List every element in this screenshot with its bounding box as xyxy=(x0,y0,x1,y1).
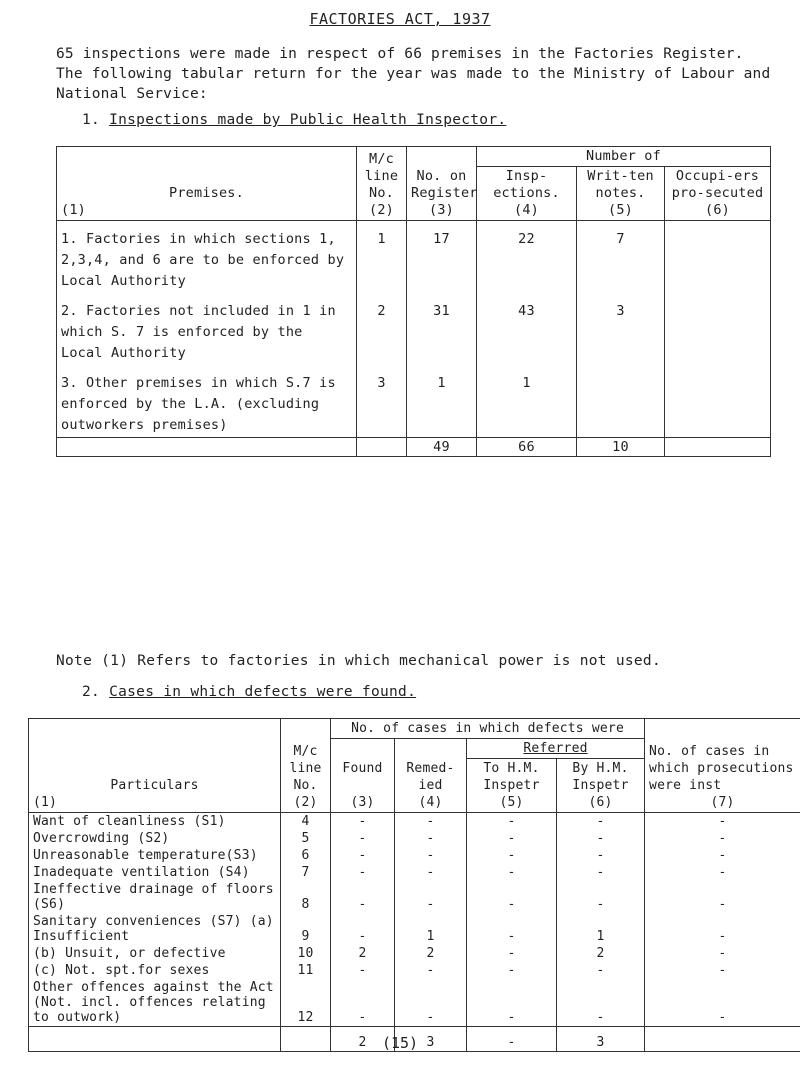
col-inspections: Insp-ections. (4) xyxy=(477,167,577,221)
defects-group: No. of cases in which defects were xyxy=(331,719,645,739)
col-on-register: No. on Register (3) xyxy=(407,147,477,221)
page-number: (15) xyxy=(381,1034,419,1052)
table-row: (b) Unsuit, or defective 10 2 2 - 2 - xyxy=(29,945,800,962)
col-found: Found (3) xyxy=(331,739,395,813)
table-row: Sanitary conveniences (S7) (a) Insufficient 9 - 1 - 1 - xyxy=(29,913,800,945)
col-by-hm-inspector: By H.M. Inspetr (6) xyxy=(557,759,645,813)
section-number: 2. xyxy=(82,684,101,700)
totals-row: 49 66 10 xyxy=(57,438,771,457)
table-row: 1. Factories in which sections 1, 2,3,4, and 6 are to be enforced by Local Authority 1 17 22 7 xyxy=(57,221,771,294)
section-title: Cases in which defects were found. xyxy=(109,684,417,700)
col-mc-line: M/c line No. (2) xyxy=(357,147,407,221)
section-2-heading xyxy=(82,684,416,700)
col-premises: Premises. (1) xyxy=(57,147,357,221)
col-occupiers-prosecuted: Occupi-ers pro-secuted (6) xyxy=(665,167,771,221)
col-remedied: Remed-ied (4) xyxy=(395,739,467,813)
col-to-hm-inspector: To H.M. Inspetr (5) xyxy=(467,759,557,813)
defects-table xyxy=(28,718,800,1052)
table-row: Want of cleanliness (S1) 4 - - - - - xyxy=(29,813,800,831)
referred-group: Referred xyxy=(467,739,645,759)
col-written-notes: Writ-ten notes. (5) xyxy=(577,167,665,221)
col-mc-line: M/c line No. (2) xyxy=(281,719,331,813)
table-row: Unreasonable temperature(S3) 6 - - - - - xyxy=(29,847,800,864)
col-particulars: Particulars (1) xyxy=(29,719,281,813)
page-header: FACTORIES ACT, 1937 xyxy=(309,10,491,28)
note-text: Note (1) Refers to factories in which mechanical power is not used. xyxy=(56,653,661,669)
number-of-group: Number of xyxy=(477,147,771,167)
totals-row: 2 3 - 3 xyxy=(29,1027,800,1052)
intro-paragraph: 65 inspections were made in respect of 66 premises in the Factories Register. The following tabular return for the year was made to the Ministry of Labour and National Service: xyxy=(56,46,771,102)
table-row: Other offences against the Act (Not. incl. offences relating to outwork) 12 - - - - - xyxy=(29,979,800,1027)
table-row: (c) Not. spt.for sexes 11 - - - - - xyxy=(29,962,800,979)
section-title: Inspections made by Public Health Inspector. xyxy=(109,112,507,128)
table-row: Ineffective drainage of floors (S6) 8 - - - - - xyxy=(29,881,800,913)
inspections-table xyxy=(56,146,771,457)
table-row: Overcrowding (S2) 5 - - - - - xyxy=(29,830,800,847)
table-row: 3. Other premises in which S.7 is enforced by the L.A. (excluding outworkers premises) 3 1 1 xyxy=(57,365,771,438)
table-row: Inadequate ventilation (S4) 7 - - - - - xyxy=(29,864,800,881)
table-row: 2. Factories not included in 1 in which S. 7 is enforced by the Local Authority 2 31 43 3 xyxy=(57,293,771,365)
col-prosecutions: No. of cases in which prosecutions were inst (7) xyxy=(645,719,800,813)
section-1-heading xyxy=(82,112,506,128)
section-number: 1. xyxy=(82,112,101,128)
